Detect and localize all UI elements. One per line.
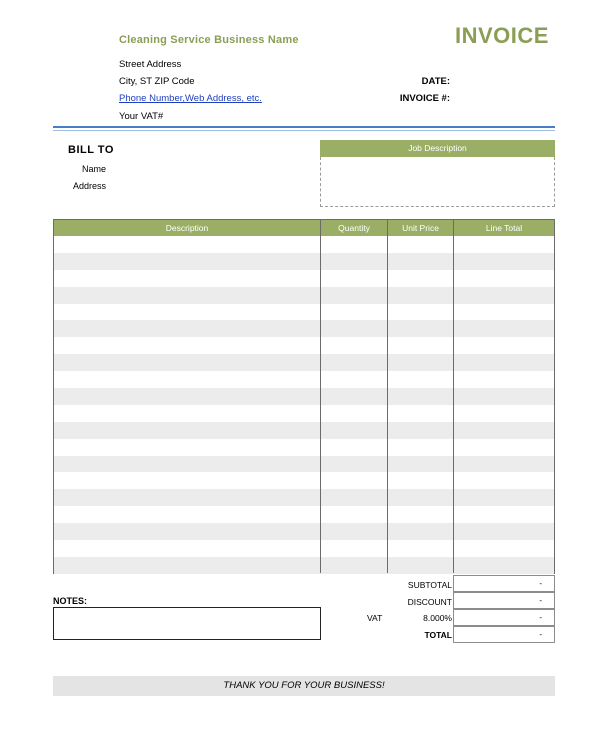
vat-rate[interactable]: 8.000%	[423, 613, 452, 623]
column-divider	[320, 220, 321, 573]
notes-field[interactable]	[53, 607, 321, 640]
invoice-number-label: INVOICE #:	[399, 93, 450, 104]
table-row[interactable]	[54, 354, 554, 371]
table-row[interactable]	[54, 320, 554, 337]
discount-label: DISCOUNT	[407, 597, 452, 607]
notes-label: NOTES:	[53, 596, 88, 606]
column-description: Description	[165, 223, 209, 233]
table-row[interactable]	[54, 422, 554, 439]
company-name: Cleaning Service Business Name	[119, 34, 299, 46]
street-address: Street Address	[119, 59, 182, 70]
table-row[interactable]	[54, 523, 554, 540]
table-row[interactable]	[54, 506, 554, 523]
vat-number: Your VAT#	[119, 111, 164, 122]
thank-you-banner: THANK YOU FOR YOUR BUSINESS!	[53, 676, 555, 696]
table-row[interactable]	[54, 557, 554, 574]
table-row[interactable]	[54, 456, 554, 473]
bill-to-name: Name	[81, 164, 106, 174]
header-rule-thin	[53, 130, 555, 131]
table-row[interactable]	[54, 337, 554, 354]
table-row[interactable]	[54, 270, 554, 287]
table-row[interactable]	[54, 287, 554, 304]
total-label: TOTAL	[424, 630, 452, 640]
date-label: DATE:	[421, 76, 450, 87]
vat-value: -	[453, 609, 555, 626]
discount-value[interactable]: -	[453, 592, 555, 609]
column-unit-price: Unit Price	[402, 223, 439, 233]
subtotal-value: -	[453, 575, 555, 592]
contact-link[interactable]: Phone Number,Web Address, etc.	[119, 93, 262, 104]
vat-label: VAT	[367, 613, 383, 623]
table-row[interactable]	[54, 388, 554, 405]
column-line-total: Line Total	[485, 223, 523, 233]
column-divider	[453, 220, 454, 573]
header-rule	[53, 126, 555, 128]
subtotal-label: SUBTOTAL	[407, 580, 452, 590]
table-row[interactable]	[54, 489, 554, 506]
column-quantity: Quantity	[338, 223, 370, 233]
document-title: INVOICE	[455, 23, 549, 48]
table-row[interactable]	[54, 405, 554, 422]
table-row[interactable]	[54, 472, 554, 489]
table-row[interactable]	[54, 253, 554, 270]
table-row[interactable]	[54, 439, 554, 456]
column-divider	[387, 220, 388, 573]
total-value: -	[453, 626, 555, 643]
table-body	[54, 236, 554, 574]
line-items-table	[53, 219, 555, 574]
table-header	[54, 220, 554, 236]
table-row[interactable]	[54, 304, 554, 321]
table-row[interactable]	[54, 236, 554, 253]
bill-to-address: Address	[72, 181, 106, 191]
job-description-header: Job Description	[320, 140, 555, 157]
bill-to-heading: BILL TO	[68, 144, 114, 156]
table-row[interactable]	[54, 540, 554, 557]
table-row[interactable]	[54, 371, 554, 388]
city-state-zip: City, ST ZIP Code	[119, 76, 195, 87]
job-description-field[interactable]	[320, 157, 555, 207]
